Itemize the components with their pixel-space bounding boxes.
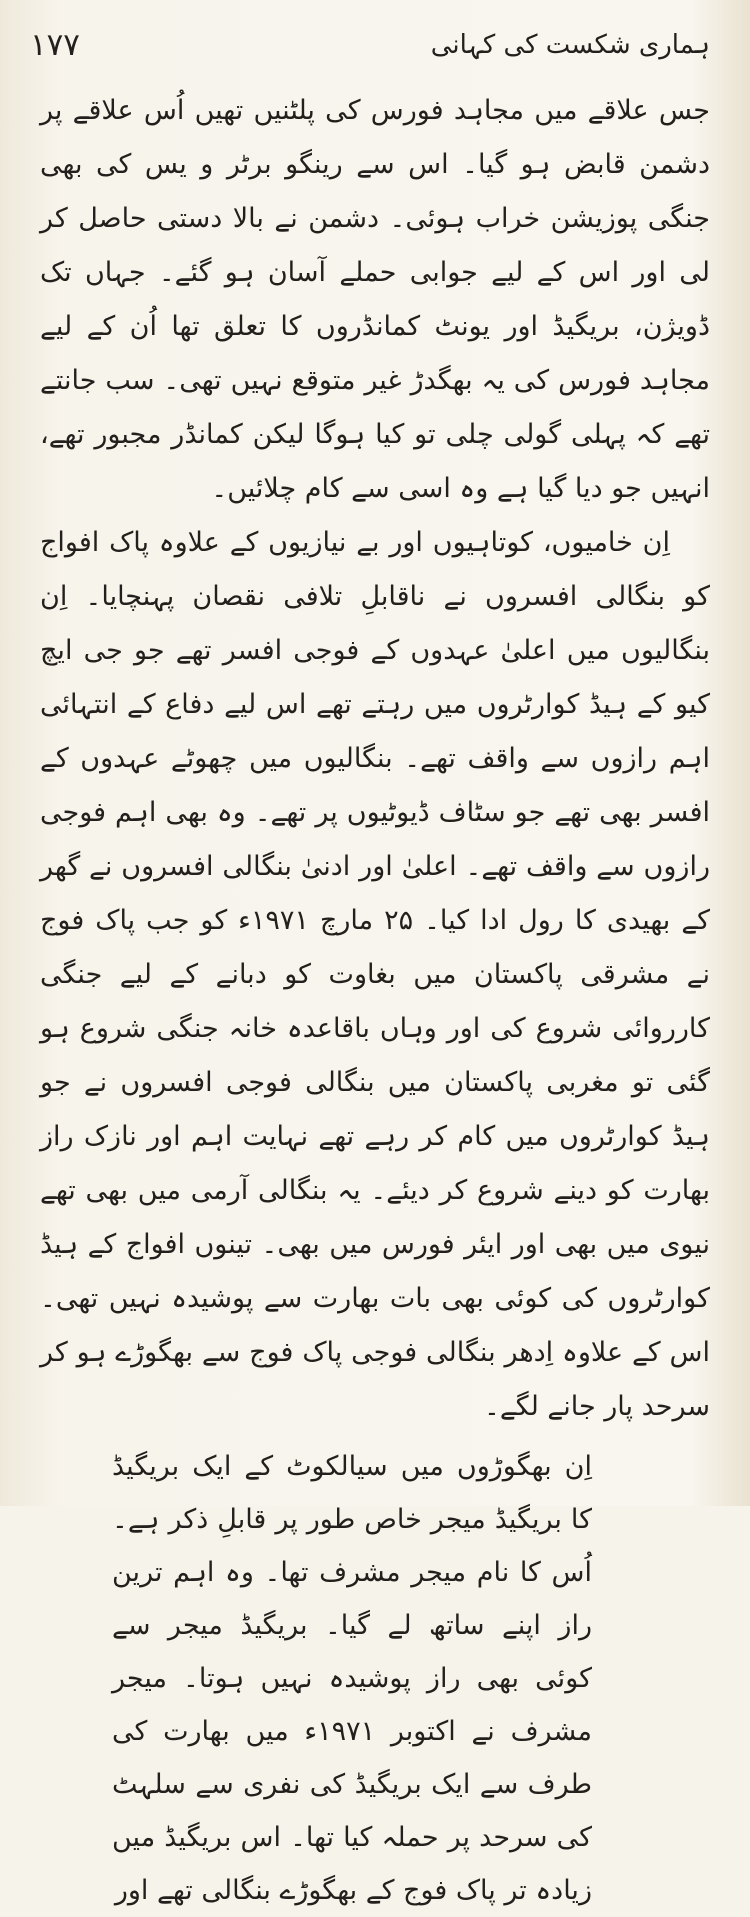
- paragraph-1: جس علاقے میں مجاہد فورس کی پلٹنیں تھیں اُس علاقے پر دشمن قابض ہو گیا۔ اس سے رینگو برٹر و یس کی بھی جنگی پوزیشن خراب ہوئی۔ دشمن نے بالا دستی حاصل کر لی اور اس کے لیے جوابی حملے آسان ہو گئے۔ جہاں تک ڈویژن، بریگیڈ اور یونٹ کمانڈروں کا تعلق تھا اُن کے لیے مجاہد فورس کی یہ بھگدڑ غیر متوقع نہیں تھی۔ سب جانتے تھے کہ پہلی گولی چلی تو کیا ہوگا لیکن کمانڈر مجبور تھے، انہیں جو دیا گیا ہے وہ اسی سے کام چلائیں۔: [40, 95, 710, 504]
- page-number: ۱۷۷: [30, 27, 80, 63]
- paragraph-2: اِن خامیوں، کوتاہیوں اور بے نیازیوں کے علاوہ پاک افواج کو بنگالی افسروں نے ناقابلِ تلافی نقصان پہنچایا۔ اِن بنگالیوں میں اعلیٰ عہدوں کے فوجی افسر تھے جو جی ایچ کیو کے ہیڈ کوارٹروں میں رہتے تھے اس لیے دفاع کے انتہائی اہم رازوں سے واقف تھے۔ بنگالیوں میں چھوٹے عہدوں کے افسر بھی تھے جو سٹاف ڈیوٹیوں پر تھے۔ وہ بھی اہم فوجی رازوں سے واقف تھے۔ اعلیٰ اور ادنیٰ بنگالی افسروں نے گھر کے بھیدی کا رول ادا کیا۔ ۲۵ مارچ ۱۹۷۱ء کو جب پاک فوج نے مشرقی پاکستان میں بغاوت کو دبانے کے لیے جنگی کارروائی شروع کی اور وہاں باقاعدہ خانہ جنگی شروع ہو گئی تو مغربی پاکستان میں بنگالی فوجی افسروں نے جو ہیڈ کوارٹروں میں کام کر رہے تھے نہایت اہم اور نازک راز بھارت کو دینے شروع کر دیئے۔ یہ بنگالی آرمی میں بھی تھے نیوی میں بھی اور ایئر فورس میں بھی۔ تینوں افواج کے ہیڈ کوارٹروں کی کوئی بھی بات بھارت سے پوشیدہ نہیں تھی۔ اس کے علاوہ اِدھر بنگالی فوجی پاک فوج سے بھگوڑے ہو کر سرحد پار جانے لگے۔: [40, 527, 710, 1422]
- quote-block: اِن بھگوڑوں میں سیالکوٹ کے ایک بریگیڈ کا بریگیڈ میجر خاص طور پر قابلِ ذکر ہے۔ اُس کا نام میجر مشرف تھا۔ وہ اہم ترین راز اپنے ساتھ لے گیا۔ بریگیڈ میجر سے کوئی بھی راز پوشیدہ نہیں ہوتا۔ میجر مشرف نے اکتوبر ۱۹۷۱ء میں بھارت کی طرف سے ایک بریگیڈ کی نفری سے سلہٹ کی سرحد پر حملہ کیا تھا۔ اس بریگیڈ میں زیادہ تر پاک فوج کے بھگوڑے بنگالی تھے اور: [112, 1451, 592, 1906]
- book-title: ہماری شکست کی کہانی: [430, 30, 710, 60]
- page-body: [40, 84, 710, 1917]
- page-header: [30, 18, 710, 72]
